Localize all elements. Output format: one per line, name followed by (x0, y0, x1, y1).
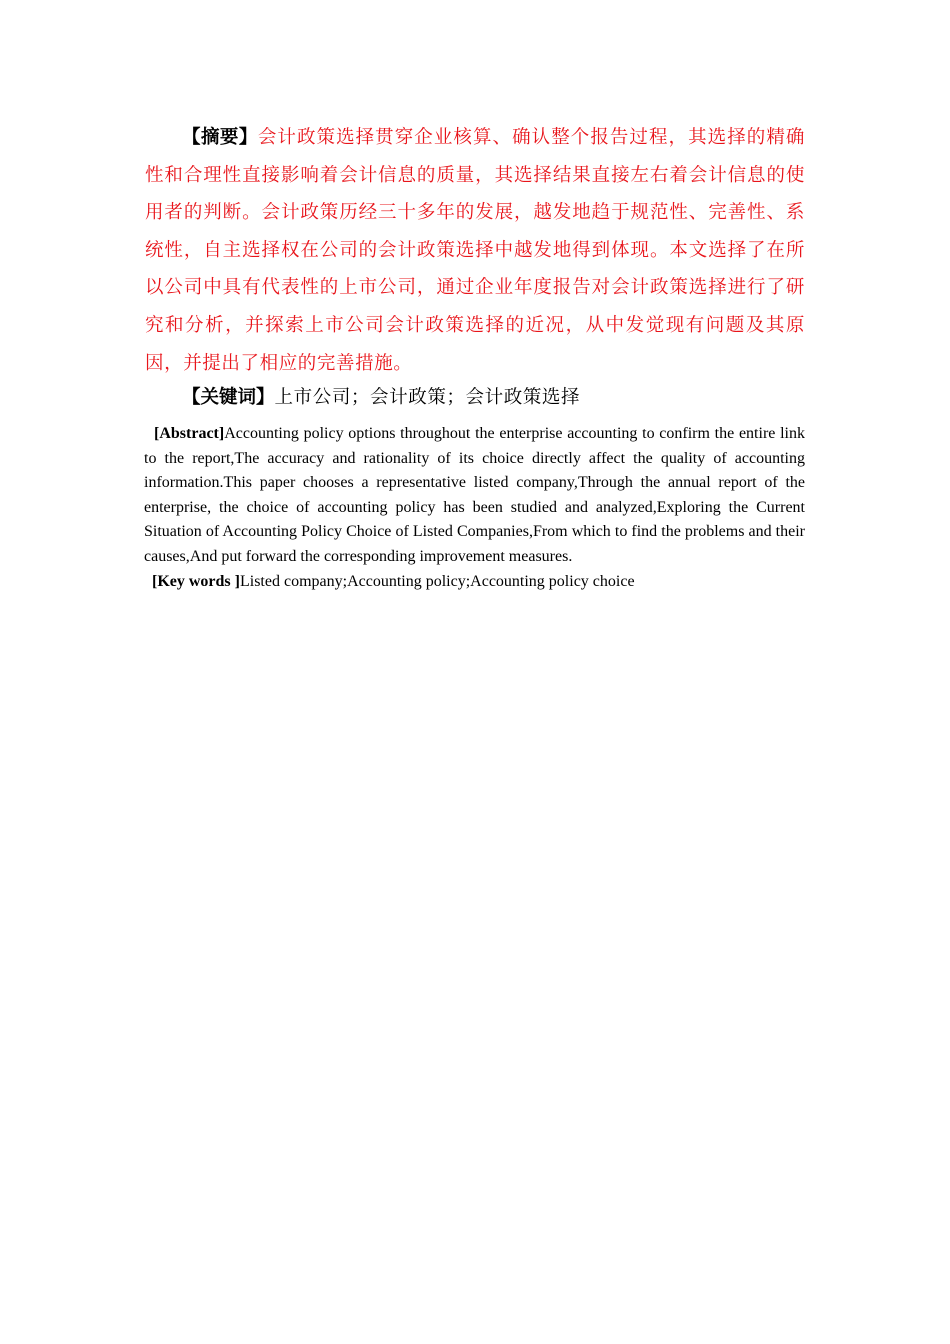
chinese-keywords-text: 上市公司；会计政策；会计政策选择 (274, 387, 581, 408)
english-abstract-label: [Abstract] (154, 425, 225, 442)
chinese-keywords-label: 【关键词】 (182, 387, 275, 408)
english-abstract-paragraph (144, 422, 805, 570)
chinese-keywords-paragraph (145, 379, 805, 416)
chinese-abstract-text: 会计政策选择贯穿企业核算、确认整个报告过程，其选择的精确性和合理性直接影响着会计信息的质量，其选择结果直接左右着会计信息的使用者的判断。会计政策历经三十多年的发展，越发地趋于规范性、完善性、系统性，自主选择权在公司的会计政策选择中越发地得到体现。本文选择了在所以公司中具有代表性的上市公司，通过企业年度报告对会计政策选择进行了研究和分析，并探索上市公司会计政策选择的近况，从中发觉现有问题及其原因，并提出了相应的完善措施。 (145, 127, 805, 374)
english-keywords-text: Listed company;Accounting policy;Accounting policy choice (239, 573, 635, 590)
english-abstract-text: Accounting policy options throughout the enterprise accounting to confirm the entire link to the report,The accuracy and rationality of its choice directly affect the quality of accounting information.This paper chooses a representative listed company,Through the annual report of the enterprise, the choice of accounting policy has been studied and analyzed,Exploring the Current Situation of Accounting Policy Choice of Listed Companies,From which to find the problems and their causes,And put forward the corresponding improvement measures. (144, 425, 805, 565)
english-keywords-label: [Key words ] (152, 573, 240, 590)
chinese-abstract-label: 【摘要】 (182, 127, 258, 148)
english-keywords-paragraph (144, 570, 805, 595)
chinese-abstract-paragraph (145, 119, 805, 382)
